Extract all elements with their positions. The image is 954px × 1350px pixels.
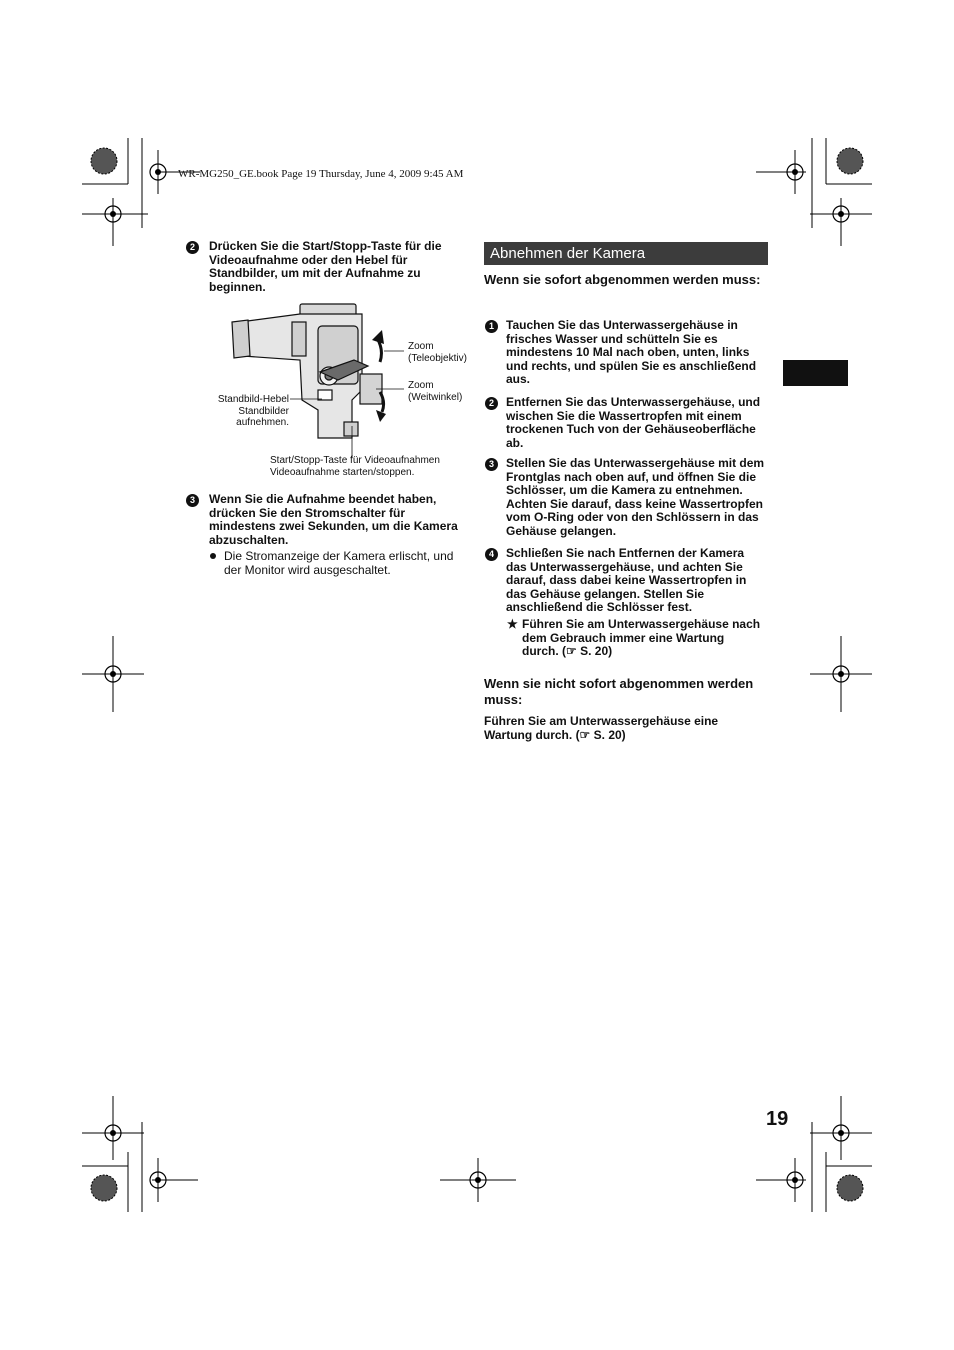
right-step-number-1: 1 bbox=[485, 320, 498, 333]
final-maintenance-reference[interactable]: (☞ S. 20) bbox=[575, 727, 626, 742]
right-step-number-3: 3 bbox=[485, 458, 498, 471]
right-step-number-2: 2 bbox=[485, 397, 498, 410]
step-number-3: 3 bbox=[186, 494, 199, 507]
still-lever-label-line-2: Standbilder bbox=[238, 405, 289, 417]
final-maintenance-text bbox=[484, 715, 744, 742]
start-stop-label-line-2: Videoaufnahme starten/stoppen. bbox=[270, 466, 415, 478]
right-step-3-text: Stellen Sie das Unterwassergehäuse mit dem Frontglas nach oben auf, und öffnen Sie die Schlösser, um die Kamera zu entnehmen. Achten Sie darauf, dass keine Wassertropfen vom O-Ring oder von den Schlössern in das Gehäuse gelangen. bbox=[506, 456, 765, 538]
right-step-number-4: 4 bbox=[485, 548, 498, 561]
final-maintenance-instruction: Führen Sie am Unterwassergehäuse eine Wartung durch. bbox=[484, 714, 719, 742]
still-lever-label bbox=[205, 394, 289, 429]
section-title-bar: Abnehmen der Kamera bbox=[484, 242, 768, 265]
chapter-side-tab bbox=[783, 360, 848, 386]
still-lever-label-line-3: aufnehmen. bbox=[236, 417, 289, 428]
start-stop-label-line-1: Start/Stopp-Taste für Videoaufnahmen bbox=[270, 455, 440, 466]
maintenance-note-text: Führen Sie am Unterwassergehäuse nach dem Gebrauch immer eine Wartung durch. bbox=[522, 617, 761, 659]
subheading-immediate: Wenn sie sofort abgenommen werden muss: bbox=[484, 272, 761, 287]
right-step-2-text: Entfernen Sie das Unterwassergehäuse, und wischen Sie die Wassertropfen mit einem trockenen Tuch von der Gehäuseoberfläche ab. bbox=[506, 395, 761, 450]
bullet-text: Die Stromanzeige der Kamera erlischt, und der Monitor wird ausgeschaltet. bbox=[224, 549, 454, 577]
left-step-3-text: Wenn Sie die Aufnahme beendet haben, drücken Sie den Stromschalter für mindestens zwei Sekunden, um die Kamera abzuschalten. bbox=[209, 492, 458, 547]
zoom-tele-label bbox=[408, 341, 467, 364]
callout-leader-lines bbox=[280, 340, 420, 460]
zoom-wide-label bbox=[408, 380, 462, 403]
zoom-wide-label-line-2: (Weitwinkel) bbox=[408, 391, 463, 403]
still-lever-label-line-1: Standbild-Hebel bbox=[217, 394, 289, 405]
subheading-not-immediate: Wenn sie nicht sofort abgenommen werden muss: bbox=[484, 676, 754, 707]
note-star-icon: ★ bbox=[507, 617, 518, 631]
maintenance-note-reference[interactable]: (☞ S. 20) bbox=[562, 644, 613, 659]
zoom-tele-label-line-1: Zoom bbox=[408, 341, 434, 352]
start-stop-label bbox=[270, 455, 440, 478]
zoom-tele-label-line-2: (Teleobjektiv) bbox=[408, 352, 467, 364]
step-number-2: 2 bbox=[186, 241, 199, 254]
page-number: 19 bbox=[766, 1108, 789, 1130]
right-step-4-text: Schließen Sie nach Entfernen der Kamera das Unterwassergehäuse, und achten Sie darauf, dass dabei keine Wassertropfen in das Gehäuse gelangen. Stellen Sie anschließend die Schlösser fest. bbox=[506, 546, 747, 615]
maintenance-note bbox=[522, 618, 762, 659]
left-step-2-text: Drücken Sie die Start/Stopp-Taste für die Videoaufnahme oder den Hebel für Standbilder, um mit der Aufnahme zu beginnen. bbox=[209, 239, 442, 294]
right-step-1-text: Tauchen Sie das Unterwassergehäuse in frisches Wasser und schütteln Sie es mindestens 10 Mal nach oben, unten, links und rechts, und spülen Sie es anschließend aus. bbox=[506, 318, 757, 387]
bullet-dot bbox=[210, 553, 216, 559]
book-file-header: WR-MG250_GE.book Page 19 Thursday, June 4, 2009 9:45 AM bbox=[178, 168, 464, 180]
zoom-wide-label-line-1: Zoom bbox=[408, 380, 434, 391]
